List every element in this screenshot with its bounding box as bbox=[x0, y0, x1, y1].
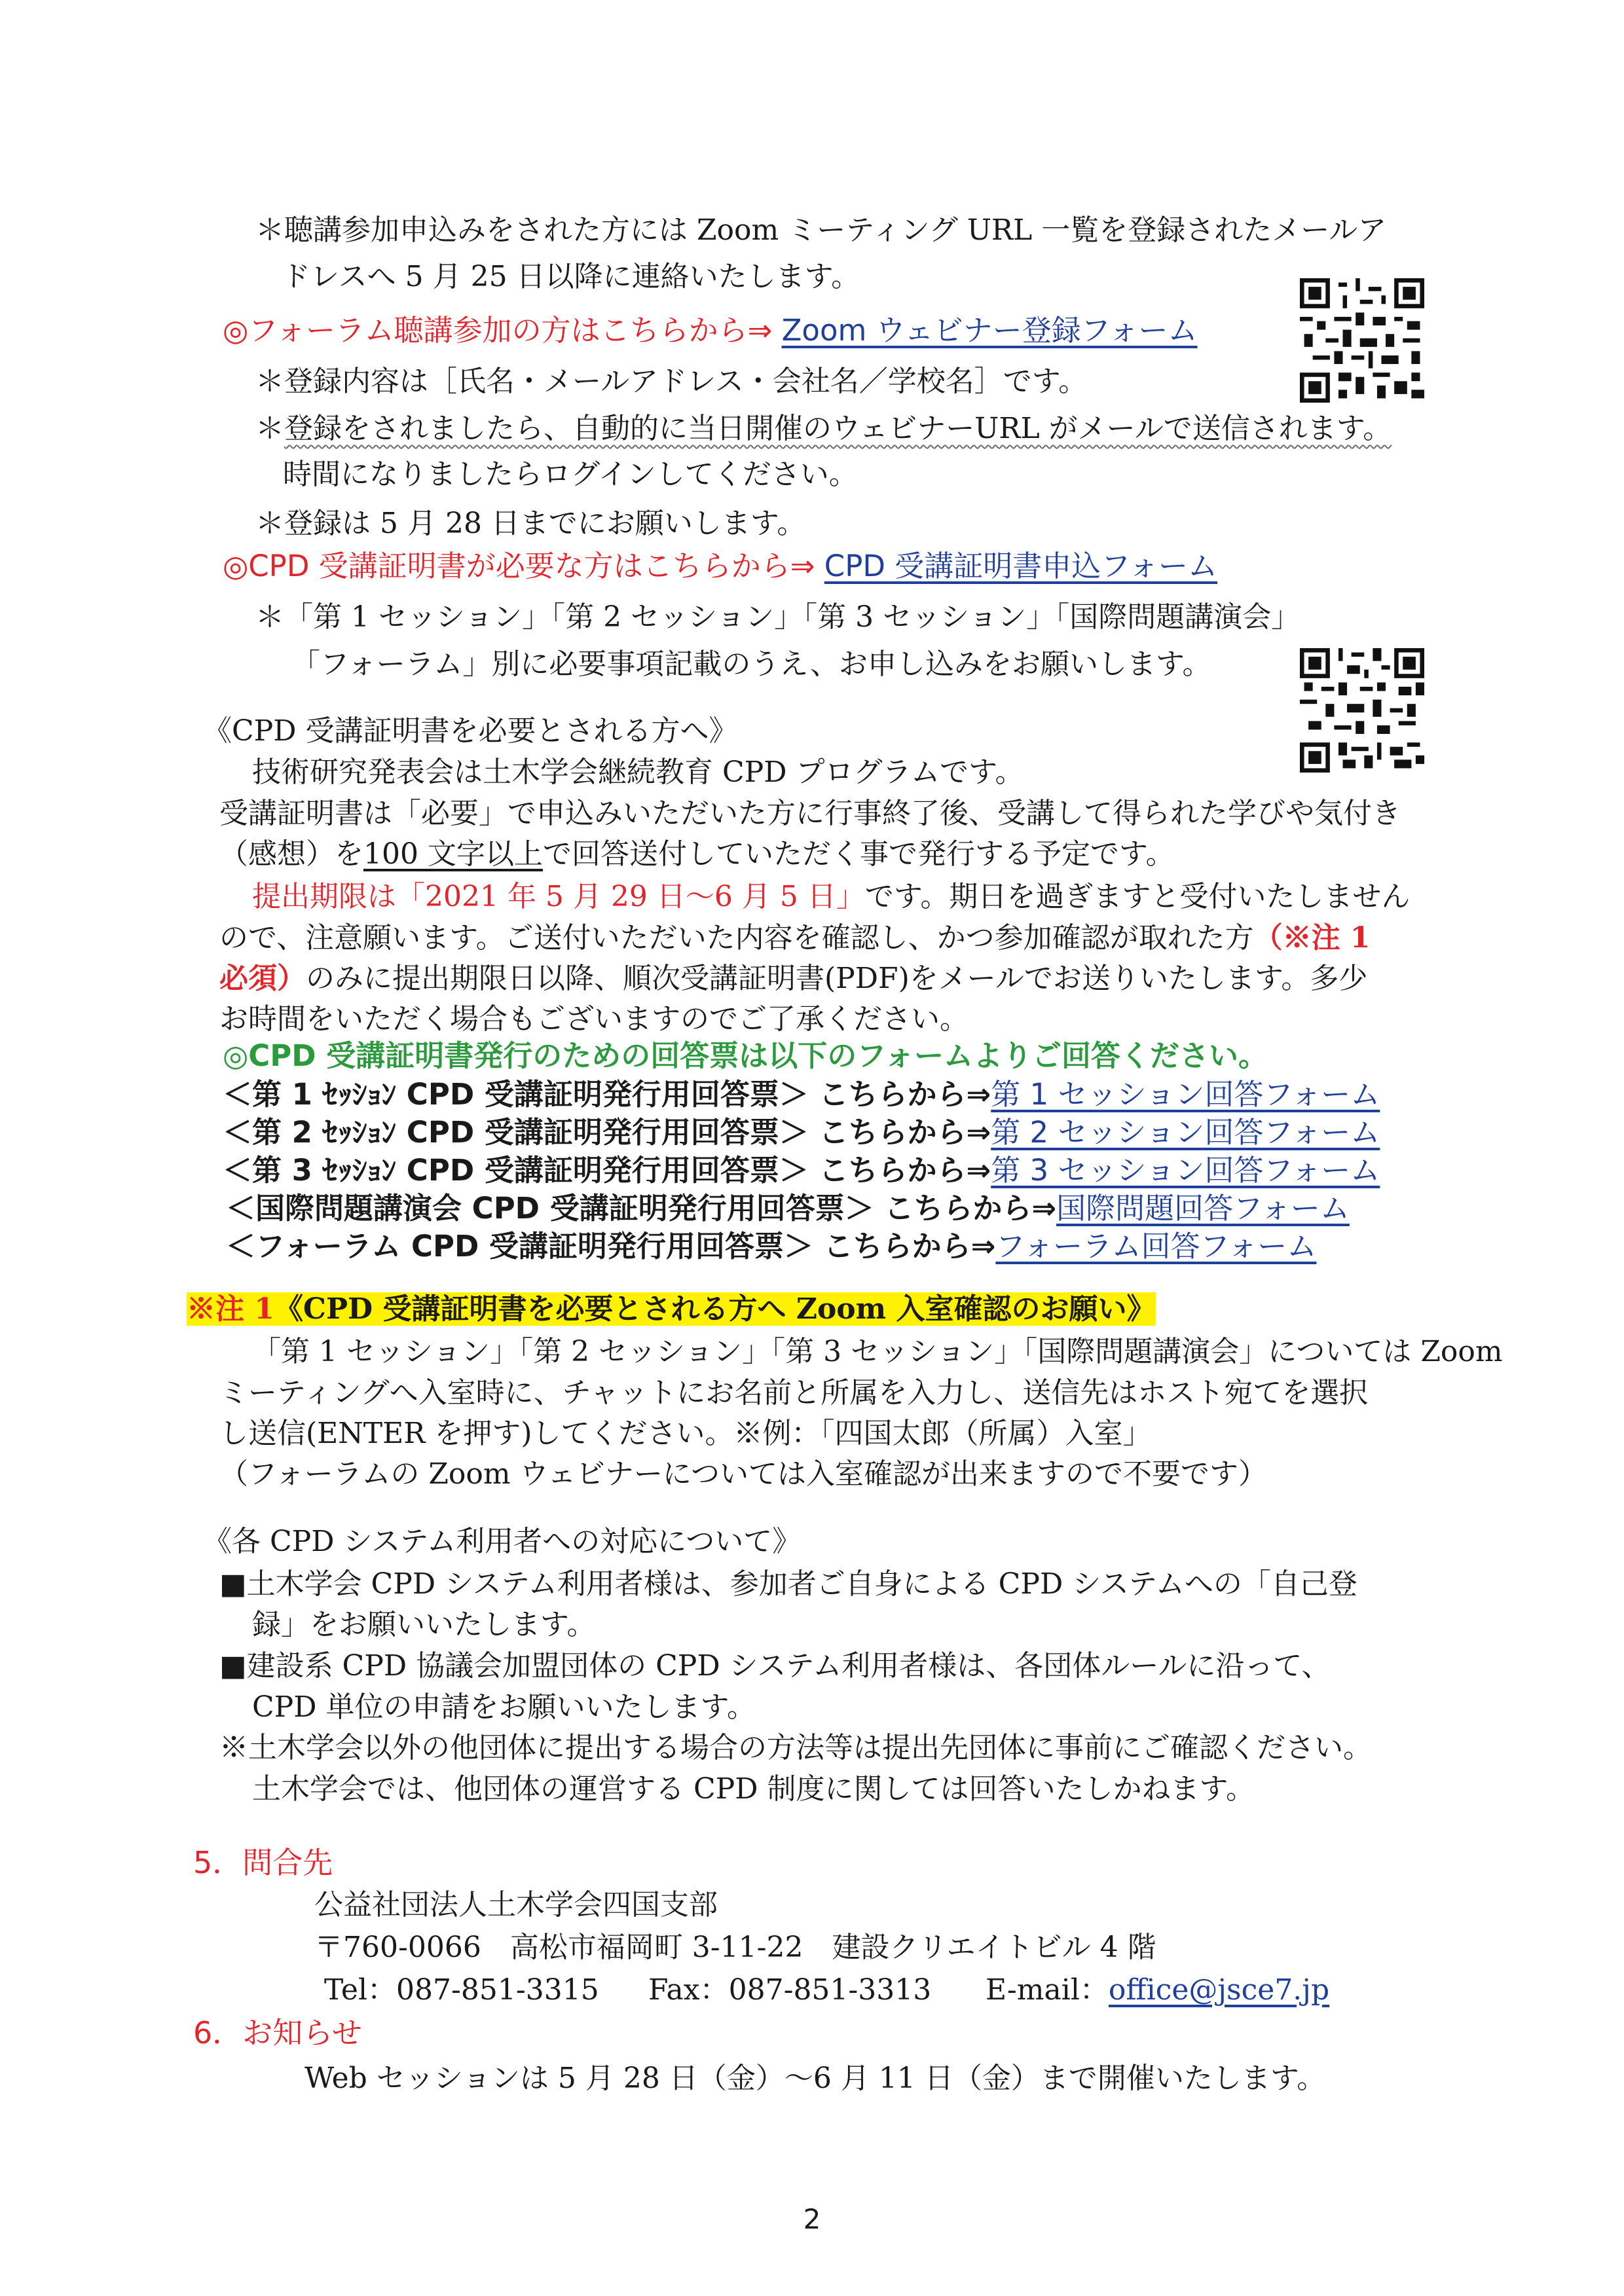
webinar-url-email-asterisk: ＊ bbox=[255, 412, 284, 445]
session-3-answer-form-link[interactable]: 第 3 セッション回答フォーム bbox=[991, 1153, 1380, 1188]
registration-deadline-note: ＊登録は 5 月 28 日までにお願いします。 bbox=[255, 507, 806, 540]
note-1-required-a: （※注 1 bbox=[1253, 921, 1371, 955]
form-row-international bbox=[226, 1189, 1350, 1228]
form-row-session-2 bbox=[223, 1113, 1380, 1152]
submission-deadline: 提出期限は「2021 年 5 月 29 日～6 月 5 日」 bbox=[252, 880, 865, 913]
note-1-heading bbox=[187, 1290, 1156, 1329]
cpd-paragraph-line-3 bbox=[219, 835, 1174, 874]
note-1-highlight bbox=[187, 1292, 1156, 1326]
note-1-line-1: 「第 1 セッション」「第 2 セッション」「第 3 セッション」「国際問題講演会」については Zoom bbox=[252, 1335, 1503, 1368]
cpd-p3-b: で回答送付していただく事で発行する予定です。 bbox=[542, 837, 1175, 871]
cpd-paragraph-line-5 bbox=[219, 919, 1371, 958]
form-row-session-1-label: ＜第 1 ｾｯｼｮﾝ CPD 受講証明発行用回答票＞ こちらから⇒ bbox=[223, 1077, 991, 1112]
contact-email-label: E-mail： bbox=[986, 1973, 1109, 2007]
cpd-systems-line-5: ※土木学会以外の他団体に提出する場合の方法等は提出先団体に事前にご確認ください。 bbox=[219, 1731, 1372, 1764]
cpd-systems-line-4: CPD 単位の申請をお願いいたします。 bbox=[252, 1690, 756, 1724]
contact-address: 〒760-0066 高松市福岡町 3-11-22 建設クリエイトビル 4 階 bbox=[314, 1931, 1156, 1964]
cpd-application-label: ◎CPD 受講証明書が必要な方はこちらから⇒ bbox=[223, 549, 824, 583]
cpd-systems-line-1: ■土木学会 CPD システム利用者様は、参加者ご自身による CPD システムへの「自己登 bbox=[219, 1567, 1357, 1601]
login-note: 時間になりましたらログインしてください。 bbox=[283, 458, 858, 491]
cpd-certificate-application-link[interactable]: CPD 受講証明書申込フォーム bbox=[824, 549, 1218, 583]
international-answer-form-link[interactable]: 国際問題回答フォーム bbox=[1056, 1191, 1350, 1226]
web-session-notice: Web セッションは 5 月 28 日（金）～6 月 11 日（金）まで開催いたします。 bbox=[304, 2062, 1326, 2095]
cpd-paragraph-line-6 bbox=[219, 959, 1367, 998]
contact-fax: Fax：087-851-3313 bbox=[648, 1973, 932, 2007]
form-row-session-3-label: ＜第 3 ｾｯｼｮﾝ CPD 受講証明発行用回答票＞ こちらから⇒ bbox=[223, 1153, 991, 1188]
cpd-systems-line-2: 録」をお願いいたします。 bbox=[252, 1608, 596, 1641]
cpd-session-list-note: ＊「第 1 セッション」「第 2 セッション」「第 3 セッション」「国際問題講演会」 bbox=[255, 600, 1301, 634]
form-row-session-2-label: ＜第 2 ｾｯｼｮﾝ CPD 受講証明発行用回答票＞ こちらから⇒ bbox=[223, 1115, 991, 1150]
section-6-heading: 6．お知らせ bbox=[193, 2015, 362, 2050]
forum-registration-line bbox=[223, 311, 1198, 350]
contact-email-link[interactable]: office@jsce7.jp bbox=[1108, 1973, 1330, 2007]
cpd-paragraph-line-4 bbox=[252, 877, 1410, 917]
form-row-session-3 bbox=[223, 1151, 1380, 1190]
form-row-forum-label: ＜フォーラム CPD 受講証明発行用回答票＞ こちらから⇒ bbox=[226, 1229, 996, 1264]
note-1-line-3: し送信(ENTER を押す)してください。※例：「四国太郎（所属）入室」 bbox=[219, 1417, 1152, 1450]
page-number: 2 bbox=[803, 2203, 821, 2235]
note-1-line-2: ミーティングへ入室時に、チャットにお名前と所属を入力し、送信先はホスト宛てを選択 bbox=[219, 1376, 1369, 1410]
contact-email bbox=[986, 1971, 1329, 2010]
cpd-p5-a: ので、注意願います。ご送付いただいた内容を確認し、かつ参加確認が取れた方 bbox=[219, 921, 1254, 955]
cpd-p4-b: です。期日を過ぎますと受付いたしません bbox=[864, 880, 1411, 913]
contact-tel: Tel：087-851-3315 bbox=[324, 1973, 599, 2007]
session-1-answer-form-link[interactable]: 第 1 セッション回答フォーム bbox=[991, 1077, 1380, 1112]
cpd-systems-heading: 《各 CPD システム利用者への対応について》 bbox=[203, 1525, 802, 1558]
zoom-webinar-registration-link[interactable]: Zoom ウェビナー登録フォーム bbox=[781, 313, 1198, 348]
form-row-forum bbox=[226, 1227, 1316, 1266]
cpd-p3-underlined: 100 文字以上 bbox=[363, 837, 543, 871]
note-1-line-4: （フォーラムの Zoom ウェビナーについては入室確認が出来ますので不要です） bbox=[219, 1457, 1267, 1491]
cpd-paragraph-line-1: 技術研究発表会は土木学会継続教育 CPD プログラムです。 bbox=[252, 756, 1024, 789]
cpd-certificate-qr-code[interactable] bbox=[1300, 648, 1424, 773]
contact-organization: 公益社団法人土木学会四国支部 bbox=[314, 1888, 718, 1922]
zoom-meeting-note-line-2: ドレスへ 5 月 25 日以降に連絡いたします。 bbox=[282, 260, 860, 293]
form-row-international-label: ＜国際問題講演会 CPD 受講証明発行用回答票＞ こちらから⇒ bbox=[226, 1191, 1057, 1226]
cpd-paragraph-line-7: お時間をいただく場合もございますのでご了承ください。 bbox=[219, 1002, 969, 1036]
note-1-label: ※注 1 bbox=[187, 1292, 274, 1326]
webinar-url-email-note bbox=[255, 409, 1392, 448]
cpd-application-instructions: 「フォーラム」別に必要事項記載のうえ、お申し込みをお願いします。 bbox=[291, 647, 1211, 681]
form-row-session-1 bbox=[223, 1075, 1380, 1114]
note-1-required-b: 必須） bbox=[219, 962, 306, 995]
zoom-webinar-qr-code[interactable] bbox=[1300, 278, 1424, 403]
zoom-meeting-note-line-1: ＊聴講参加申込みをされた方には Zoom ミーティング URL 一覧を登録されたメールア bbox=[255, 213, 1387, 247]
webinar-url-email-text: 登録をされましたら、自動的に当日開催のウェビナーURL がメールで送信されます。 bbox=[284, 412, 1392, 445]
cpd-section-heading: 《CPD 受講証明書を必要とされる方へ》 bbox=[203, 714, 738, 748]
cpd-systems-line-3: ■建設系 CPD 協議会加盟団体の CPD システム利用者様は、各団体ルールに沿って、 bbox=[219, 1649, 1331, 1683]
cpd-systems-line-6: 土木学会では、他団体の運営する CPD 制度に関しては回答いたしかねます。 bbox=[252, 1772, 1255, 1806]
session-2-answer-form-link[interactable]: 第 2 セッション回答フォーム bbox=[991, 1115, 1380, 1150]
forum-registration-label: ◎フォーラム聴講参加の方はこちらから⇒ bbox=[223, 313, 782, 348]
forum-answer-form-link[interactable]: フォーラム回答フォーム bbox=[995, 1229, 1317, 1264]
section-5-heading: 5．問合先 bbox=[193, 1845, 333, 1880]
cpd-p3-a: （感想）を bbox=[219, 837, 363, 871]
cpd-paragraph-line-2: 受講証明書は「必要」で申込みいただいた方に行事終了後、受講して得られた学びや気付き bbox=[219, 797, 1401, 830]
registration-contents-note: ＊登録内容は［氏名・メールアドレス・会社名／学校名］です。 bbox=[255, 365, 1088, 398]
cpd-answer-form-heading: ◎CPD 受講証明書発行のための回答票は以下のフォームよりご回答ください。 bbox=[223, 1038, 1268, 1073]
note-1-title: 《CPD 受講証明書を必要とされる方へ Zoom 入室確認のお願い》 bbox=[274, 1292, 1156, 1326]
cpd-application-line bbox=[223, 547, 1217, 586]
cpd-p6-b: のみに提出期限日以降、順次受講証明書(PDF)をメールでお送りいたします。多少 bbox=[306, 962, 1368, 995]
